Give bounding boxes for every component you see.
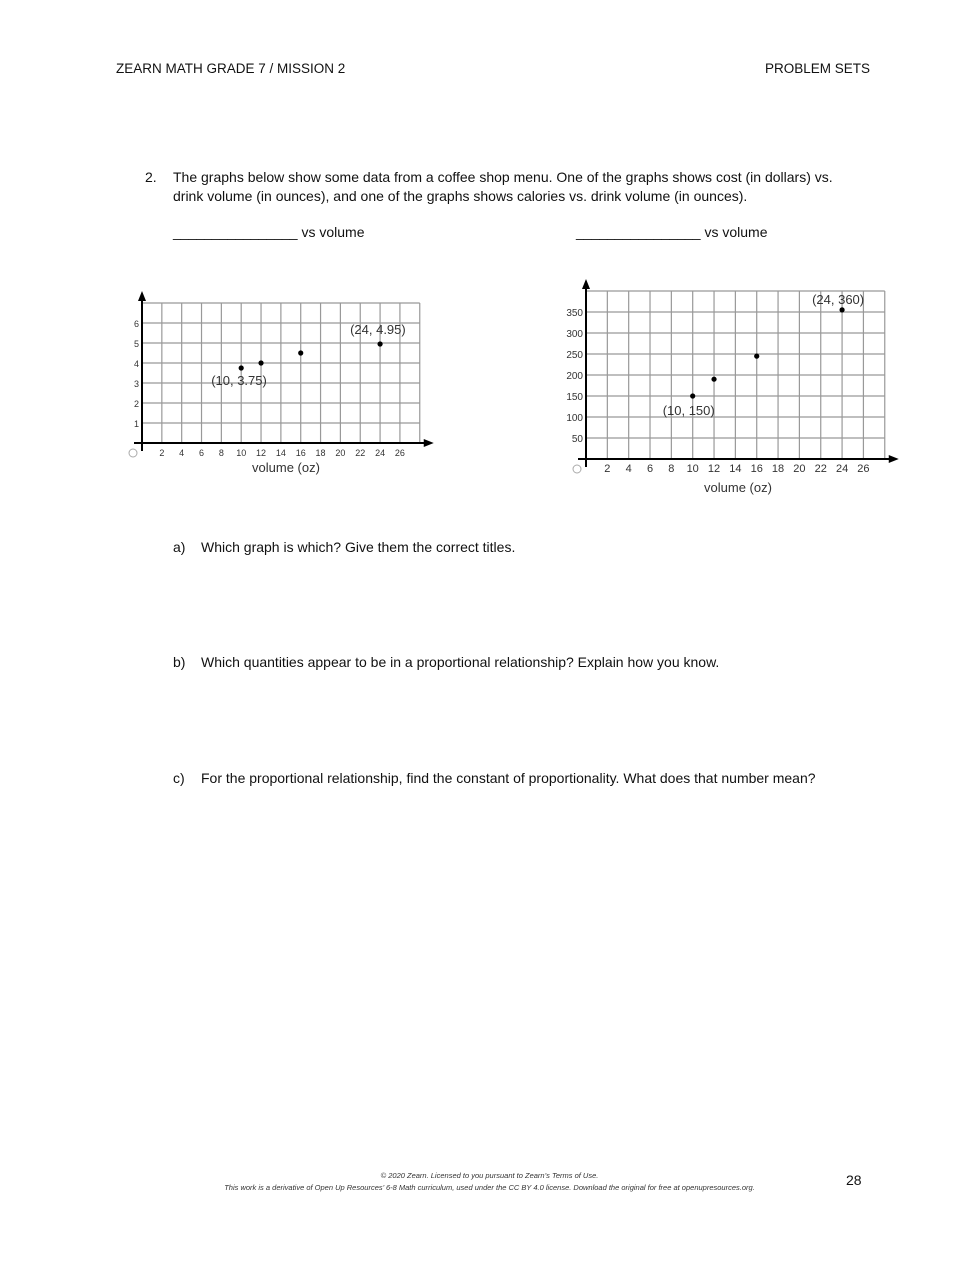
x-tick-label: 14 <box>275 448 286 458</box>
x-tick-label: 22 <box>814 463 827 475</box>
question-c-label: c) <box>173 770 185 786</box>
point-annotation: (10, 3.75) <box>211 373 267 388</box>
data-point <box>754 354 759 359</box>
y-axis-arrow <box>582 279 590 289</box>
page-number: 28 <box>846 1172 862 1188</box>
x-tick-label: 16 <box>750 463 763 475</box>
data-point <box>298 350 303 355</box>
data-point <box>377 341 382 346</box>
question-a-text: Which graph is which? Give them the correct titles. <box>201 539 516 555</box>
data-point <box>839 307 844 312</box>
y-tick-label: 250 <box>566 350 583 361</box>
x-tick-label: 18 <box>315 448 326 458</box>
x-tick-label: 24 <box>835 463 849 475</box>
x-axis-arrow <box>424 439 434 447</box>
origin-marker <box>573 465 581 473</box>
footer-attribution: This work is a derivative of Open Up Resources’ 6-8 Math curriculum, used under the CC BY 4.0 license. Download the original for free at openupresources.org. <box>224 1183 755 1192</box>
x-tick-label: 24 <box>375 448 386 458</box>
x-tick-label: 12 <box>707 463 721 475</box>
y-tick-label: 4 <box>133 359 139 369</box>
y-tick-label: 200 <box>566 371 583 382</box>
y-tick-label: 350 <box>566 308 583 319</box>
title-blank-left: ________________ vs volume <box>173 224 365 240</box>
x-tick-label: 18 <box>771 463 785 475</box>
y-tick-label: 150 <box>566 392 583 403</box>
question-b-text: Which quantities appear to be in a proportional relationship? Explain how you know. <box>201 654 720 670</box>
header-right: PROBLEM SETS <box>765 61 871 76</box>
x-tick-label: 20 <box>793 463 806 475</box>
chart-2 <box>566 279 898 495</box>
problem-text-line2: drink volume (in ounces), and one of the graphs shows calories vs. drink volume (in ounces). <box>173 188 748 204</box>
y-tick-label: 300 <box>566 329 583 340</box>
title-blank-right: ________________ vs volume <box>576 224 768 240</box>
x-axis-label: volume (oz) <box>704 480 772 495</box>
x-tick-label: 4 <box>179 448 185 458</box>
question-c-text: For the proportional relationship, find the constant of proportionality. What does that number mean? <box>201 770 816 786</box>
y-tick-label: 5 <box>133 339 139 349</box>
point-annotation: (24, 360) <box>812 291 865 307</box>
x-tick-label: 16 <box>295 448 306 458</box>
problem-number: 2. <box>145 169 157 185</box>
problem-text-line1: The graphs below show some data from a coffee shop menu. One of the graphs shows cost (in dollars) vs. <box>173 169 833 185</box>
point-annotation: (24, 4.95) <box>350 322 406 337</box>
origin-marker <box>129 449 137 457</box>
x-tick-label: 6 <box>646 463 654 475</box>
chart-1 <box>129 291 434 475</box>
question-b-label: b) <box>173 654 186 670</box>
x-tick-label: 22 <box>355 448 366 458</box>
data-point <box>711 377 716 382</box>
x-tick-label: 2 <box>159 448 165 458</box>
x-tick-label: 8 <box>218 448 224 458</box>
x-tick-label: 14 <box>729 463 742 475</box>
y-tick-label: 6 <box>133 319 139 329</box>
point-annotation: (10, 150) <box>662 403 715 418</box>
x-axis-label: volume (oz) <box>252 460 320 475</box>
x-axis-arrow <box>889 455 899 463</box>
x-tick-label: 10 <box>236 448 247 458</box>
x-tick-label: 12 <box>256 448 267 458</box>
x-tick-label: 2 <box>604 463 611 475</box>
y-axis-arrow <box>138 291 146 301</box>
footer-license: © 2020 Zearn. Licensed to you pursuant to Zearn’s Terms of Use. <box>380 1171 599 1180</box>
x-tick-label: 10 <box>686 463 699 475</box>
y-tick-label: 2 <box>133 399 139 409</box>
y-tick-label: 1 <box>133 419 139 429</box>
x-tick-label: 4 <box>625 463 632 475</box>
x-tick-label: 26 <box>394 448 405 458</box>
question-a-label: a) <box>173 539 186 555</box>
data-point <box>258 360 263 365</box>
y-tick-label: 50 <box>571 434 583 445</box>
data-point <box>690 393 695 398</box>
x-tick-label: 6 <box>199 448 205 458</box>
header-left: ZEARN MATH GRADE 7 / MISSION 2 <box>116 61 346 76</box>
x-tick-label: 26 <box>857 463 870 475</box>
data-point <box>239 365 244 370</box>
y-tick-label: 100 <box>566 413 583 424</box>
y-tick-label: 3 <box>133 379 139 389</box>
x-tick-label: 20 <box>335 448 346 458</box>
x-tick-label: 8 <box>668 463 675 475</box>
